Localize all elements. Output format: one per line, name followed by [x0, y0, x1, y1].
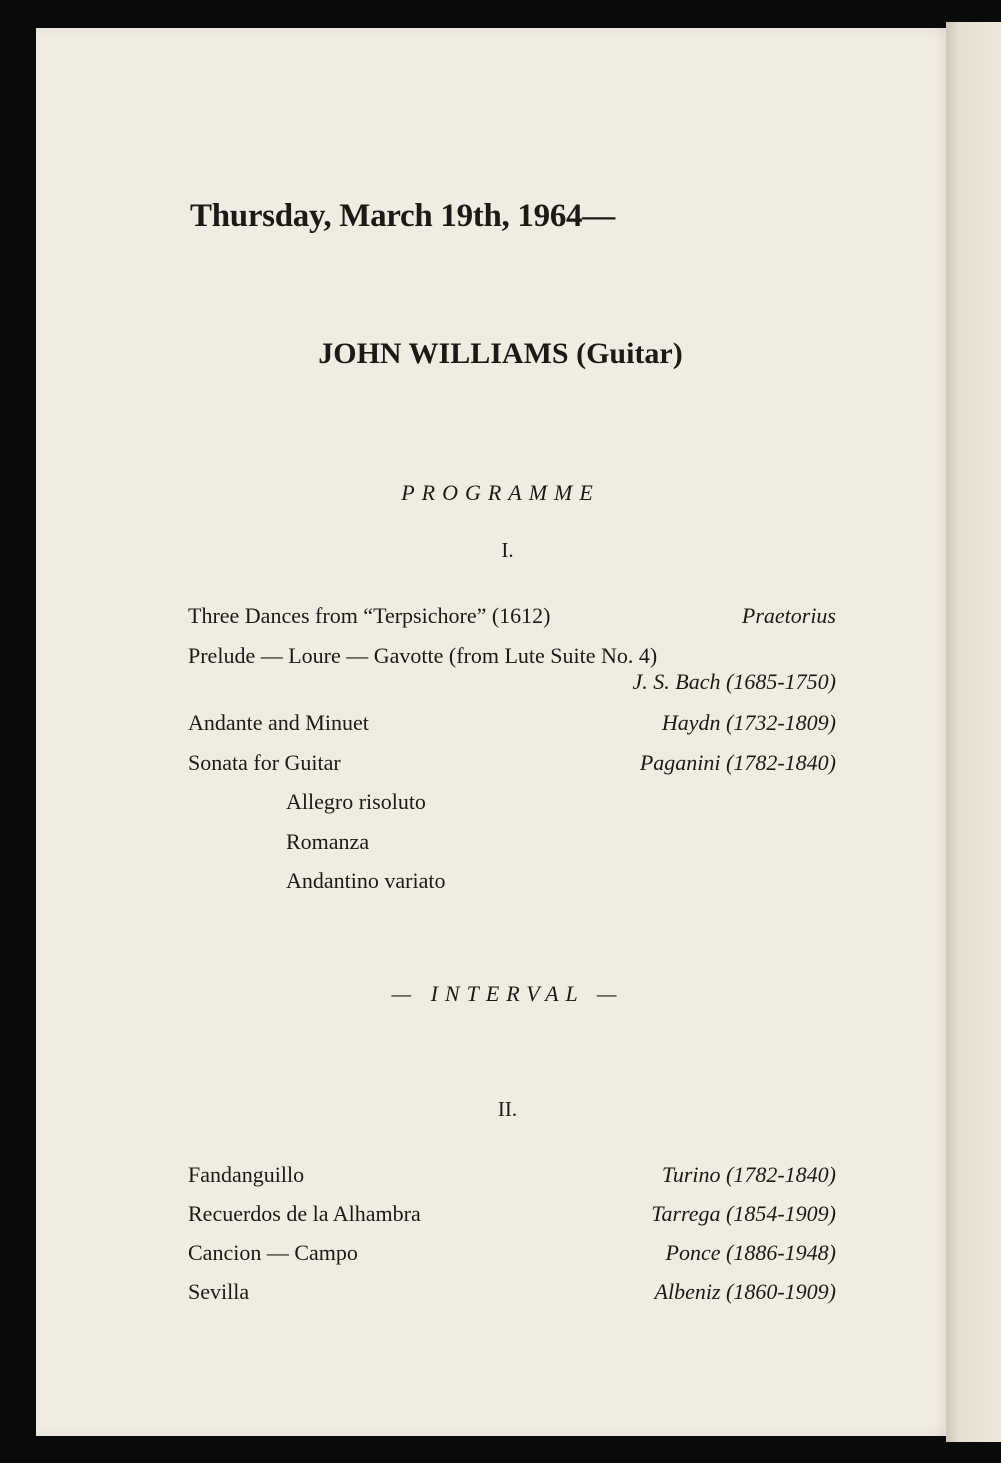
interval-label: — INTERVAL —: [391, 981, 624, 1006]
movement: Andantino variato: [286, 868, 446, 893]
work-title: Prelude — Loure — Gavotte (from Lute Suite No. 4): [188, 643, 658, 668]
part-two-numeral: II.: [497, 1097, 518, 1121]
composer: Paganini (1782-1840): [639, 750, 836, 775]
work-title: Three Dances from “Terpsichore” (1612): [188, 603, 551, 628]
work-title: Cancion — Campo: [188, 1240, 358, 1265]
composer: Haydn (1732-1809): [661, 710, 836, 735]
movement: Romanza: [286, 829, 370, 854]
composer: Turino (1782-1840): [661, 1162, 836, 1187]
composer: Ponce (1886-1948): [665, 1240, 836, 1265]
work-title: Sonata for Guitar: [188, 750, 341, 775]
work-title: Fandanguillo: [188, 1162, 305, 1187]
work-title: Recuerdos de la Alhambra: [188, 1201, 421, 1226]
adjacent-page-edge: [946, 22, 1001, 1442]
composer: Praetorius: [741, 603, 836, 628]
programme-label: PROGRAMME: [401, 480, 600, 505]
part-one-numeral: I.: [501, 538, 514, 562]
composer: Albeniz (1860-1909): [654, 1279, 836, 1304]
work-title: Andante and Minuet: [188, 710, 369, 735]
performer-name: JOHN WILLIAMS (Guitar): [318, 337, 683, 370]
work-title: Sevilla: [188, 1279, 250, 1304]
composer: J. S. Bach (1685-1750): [632, 669, 836, 694]
composer: Tarrega (1854-1909): [651, 1201, 836, 1226]
movement: Allegro risoluto: [286, 789, 426, 814]
concert-date-heading: Thursday, March 19th, 1964—: [190, 198, 615, 234]
